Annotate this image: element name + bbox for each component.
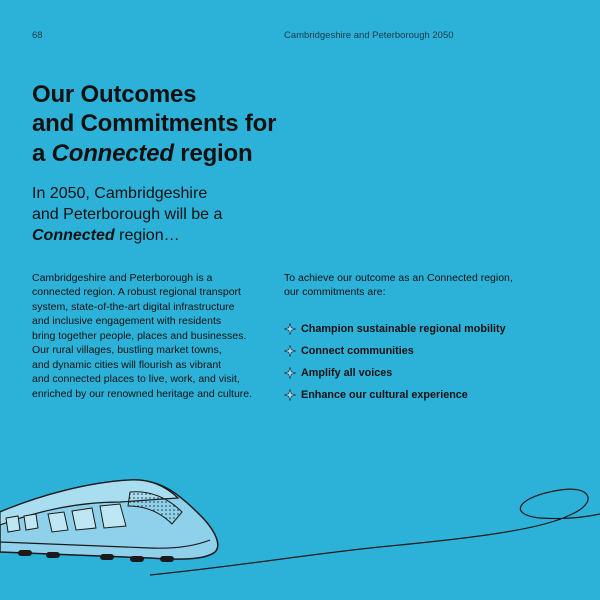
subtitle-emphasis: Connected <box>32 226 115 244</box>
body-line: Cambridgeshire and Peterborough is a <box>32 272 213 284</box>
train-window <box>72 508 96 530</box>
intro-line: our commitments are: <box>284 286 386 299</box>
commitment-text: Amplify all voices <box>301 367 393 379</box>
subtitle-line-2: and Peterborough will be a <box>32 205 223 223</box>
title-line-3-prefix: a <box>32 139 52 167</box>
train-wheel <box>100 554 114 560</box>
sparkle-star-icon <box>284 389 296 401</box>
subtitle-line-3-suffix: region… <box>114 226 180 244</box>
body-line: Our rural villages, bustling market towns, <box>32 344 222 357</box>
page-title <box>32 80 276 168</box>
body-line: and dynamic cities will flourish as vibrant <box>32 358 222 371</box>
list-item <box>284 384 506 406</box>
train-illustration <box>0 440 600 600</box>
commitment-text: Enhance our cultural experience <box>301 389 468 401</box>
commitment-text: Connect communities <box>301 345 414 357</box>
title-line-1: Our Outcomes <box>32 81 197 108</box>
title-line-2: and Commitments for <box>32 110 277 138</box>
train-wheel <box>18 550 32 556</box>
sparkle-star-icon <box>284 323 296 335</box>
list-item <box>284 318 506 340</box>
commitment-text: Champion sustainable regional mobility <box>301 323 506 335</box>
sparkle-star-icon <box>284 367 296 379</box>
list-item <box>284 362 506 384</box>
body-line: and inclusive engagement with residents <box>32 315 222 328</box>
page-subtitle <box>32 184 222 246</box>
subtitle-line-1: In 2050, Cambridgeshire <box>32 185 208 202</box>
intro-line: To achieve our outcome as an Connected region, <box>284 272 513 284</box>
sparkle-star-icon <box>284 345 296 357</box>
body-paragraph <box>32 271 272 401</box>
title-line-3-suffix: region <box>173 139 253 167</box>
train-window <box>48 512 68 532</box>
page-number: 68 <box>32 30 43 41</box>
train-window <box>24 514 38 530</box>
train-wheel <box>160 556 174 562</box>
commitments-intro <box>284 271 554 300</box>
body-line: bring together people, places and businesses. <box>32 329 247 342</box>
body-line: enriched by our renowned heritage and culture. <box>32 387 253 400</box>
commitments-list <box>284 318 506 406</box>
train-wheel <box>46 552 60 558</box>
body-line: and connected places to live, work, and visit, <box>32 373 240 386</box>
running-head: Cambridgeshire and Peterborough 2050 <box>284 30 454 41</box>
list-item <box>284 340 506 362</box>
body-line: connected region. A robust regional transport <box>32 286 241 299</box>
train-window <box>6 516 20 532</box>
title-emphasis: Connected <box>51 139 174 167</box>
track-line <box>150 489 600 575</box>
train-wheel <box>130 556 144 562</box>
body-line: system, state-of-the-art digital infrastructure <box>32 300 235 313</box>
